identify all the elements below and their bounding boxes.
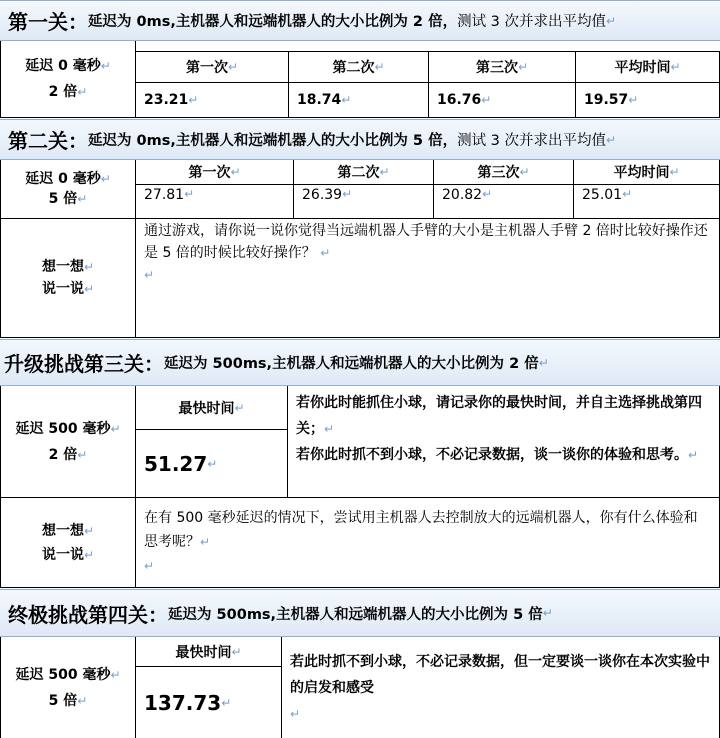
return-mark-icon: ↵ [606,13,617,28]
level3-title: 升级挑战第三关： [4,352,164,376]
level3-header: 升级挑战第三关： 延迟为 500ms,主机器人和远端机器人的大小比例为 2 倍 ↵ [0,339,720,386]
level1-value-1: 23.21 ↵ [136,83,289,118]
level2-think-prompt: 通过游戏，请你说一说你觉得当远端机器人手臂的大小是主机器人手臂 2 倍时比较好操作还是 5 倍的时候比较好操作？ [144,223,708,261]
level3-think-prompt: 在有 500 毫秒延迟的情况下，尝试用主机器人去控制放大的远端机器人，你有什么体验和思考呢？ [144,510,698,550]
level3-instructions: 若你此时能抓住小球，请记录你的最快时间，并自主选择挑战第四关；↵ 若你此时抓不到小球，不必记录数据，谈一谈你的体验和思考。↵ [288,386,720,498]
level4-ratio-label: 5 倍 [48,692,78,709]
level2-col-2: 第二次 ↵ [294,160,434,185]
level4-instructions: 若此时抓不到小球，不必记录数据，但一定要谈一谈你在本次实验中的启发和感受 ↵ [282,637,720,738]
level1-desc: 延迟为 0ms,主机器人和远端机器人的大小比例为 2 倍， [88,14,458,30]
level1-col-4: 平均时间 ↵ [576,51,720,83]
level3-think-area[interactable]: 在有 500 毫秒延迟的情况下，尝试用主机器人去控制放大的远端机器人，你有什么体验和思考呢？↵ ↵ [136,498,720,588]
level1-value-avg: 19.57 ↵ [576,83,720,118]
level1-desc-normal: 测试 3 次并求出平均值 [457,14,607,30]
level3-fastest-label: 最快时间 ↵ [136,386,288,430]
level1-ratio-label: 2 倍 [48,84,78,100]
level2-value-avg: 25.01 ↵ [574,185,720,219]
level2-value-2: 26.39 ↵ [294,185,434,219]
level1-value-2: 18.74 ↵ [289,83,429,118]
level4-row-label: 延迟 500 毫秒↵ 5 倍↵ [0,637,136,738]
level2-delay-label: 延迟 0 毫秒 [25,171,101,187]
level2-value-3: 20.82 ↵ [434,185,574,219]
level3-desc: 延迟为 500ms,主机器人和远端机器人的大小比例为 2 倍 [164,356,539,372]
level4-delay-label: 延迟 500 毫秒 [15,666,111,683]
level2-col-3: 第三次 ↵ [434,160,574,185]
level3-note-1: 若你此时能抓住小球，请记录你的最快时间，并自主选择挑战第四关； [296,395,702,437]
level2-think-label: 想一想↵ 说一说↵ [0,219,136,338]
level1-row-label: 延迟 0 毫秒↵ 2 倍↵ [0,41,136,118]
level1-value-3: 16.76 ↵ [429,83,576,118]
level2-header: 第二关： 延迟为 0ms,主机器人和远端机器人的大小比例为 5 倍， 测试 3 次并求出平均值 ↵ [0,119,720,160]
level1-delay-label: 延迟 0 毫秒 [25,58,101,74]
level4-header: 终极挑战第四关： 延迟为 500ms,主机器人和远端机器人的大小比例为 5 倍 ↵ [0,589,720,637]
level2-title: 第二关： [8,129,88,153]
level2-desc: 延迟为 0ms,主机器人和远端机器人的大小比例为 5 倍， [88,133,458,149]
level4-desc: 延迟为 500ms,主机器人和远端机器人的大小比例为 5 倍 [168,606,543,623]
level2-ratio-label: 5 倍 [48,191,78,207]
level3-fastest-value: 51.27 ↵ [136,430,288,498]
level4-fastest-label: 最快时间 ↵ [136,637,282,667]
level2-row-label: 延迟 0 毫秒↵ 5 倍↵ [0,160,136,219]
level2-desc-normal: 测试 3 次并求出平均值 [457,133,607,149]
level1-col-2: 第二次 ↵ [289,51,429,83]
level1-header [0,0,720,41]
level3-think-label: 想一想↵ 说一说↵ [0,498,136,588]
level4-note: 若此时抓不到小球，不必记录数据，但一定要谈一谈你在本次实验中的启发和感受 [290,654,710,696]
level2-value-1: 27.81 ↵ [136,185,294,219]
level1-col-3: 第三次 ↵ [429,51,576,83]
level4-title: 终极挑战第四关： [8,602,168,627]
level1-col-1: 第一次 ↵ [136,51,289,83]
level2-think-area[interactable]: 通过游戏，请你说一说你觉得当远端机器人手臂的大小是主机器人手臂 2 倍时比较好操作还是 5 倍的时候比较好操作？ ↵ ↵ [136,219,720,338]
level2-col-4: 平均时间 ↵ [574,160,720,185]
level3-row-label: 延迟 500 毫秒↵ 2 倍↵ [0,386,136,498]
level3-ratio-label: 2 倍 [48,446,78,463]
level4-fastest-value: 137.73 ↵ [136,667,282,738]
level3-delay-label: 延迟 500 毫秒 [15,420,111,437]
level2-col-1: 第一次 ↵ [136,160,294,185]
level1-title: 第一关： [8,10,88,34]
level3-note-2: 若你此时抓不到小球，不必记录数据，谈一谈你的体验和思考。 [296,447,688,463]
